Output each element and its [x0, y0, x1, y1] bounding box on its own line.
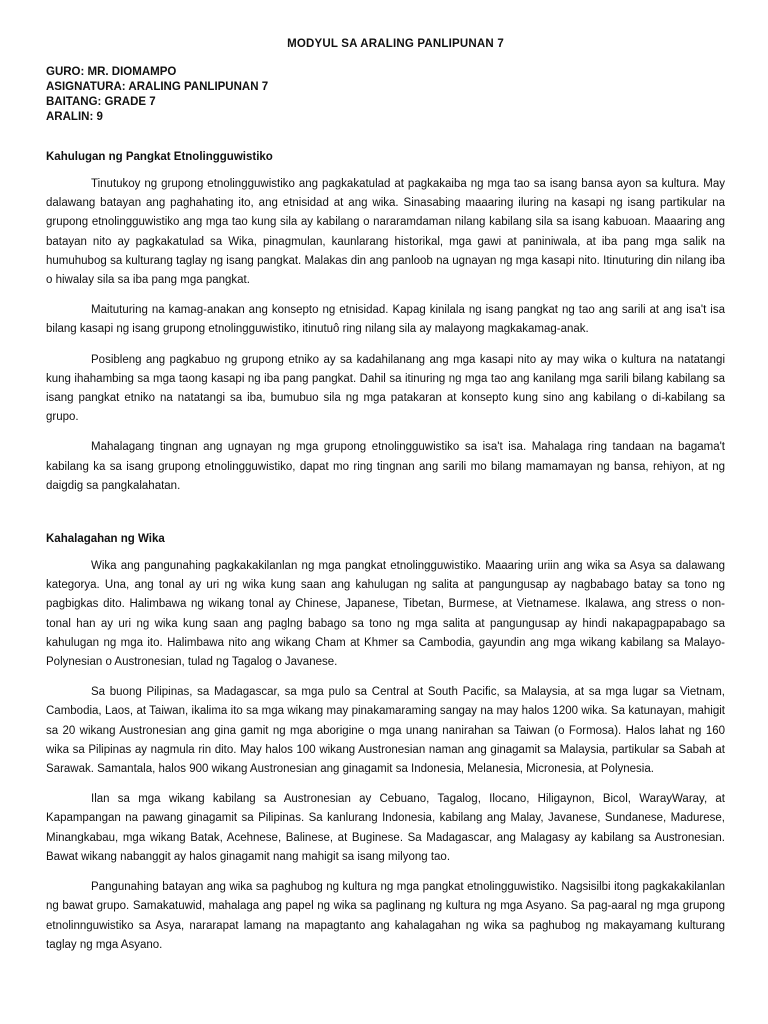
section-kahulugan: [46, 151, 725, 496]
paragraph: Pangunahing batayan ang wika sa paghubog ng kultura ng mga pangkat etnolingguwistiko. Nagsisilbi itong pagkakakilanlan ng bawat grupo. Samakatuwid, mahalaga ang papel ng wika sa paglinang ng kultura ng mga Asyano. Sa pag-aaral ng mga grupong etnolinnguwistiko sa Asya, nararapat lamang na mapagtanto ang kahalagahan ng wika sa paghubog ng makayamang kulturang taglay ng mga Asyano.: [46, 881, 725, 951]
paragraph: Maituturing na kamag-anakan ang konsepto ng etnisidad. Kapag kinilala ng isang pangkat ng tao ang sarili at ang isa't isa bilang kasapi ng isang grupong etnolingguwistiko, itinutuô ring nilang sila ay malayong magkakamag-anak.: [46, 304, 725, 336]
section-heading: Kahalagahan ng Wika: [46, 533, 165, 546]
paragraph: Ilan sa mga wikang kabilang sa Austronesian ay Cebuano, Tagalog, Ilocano, Hiligaynon, Bicol, WarayWaray, at Kapampangan na pawang ginagamit sa Pilipinas. Sa kanlurang Indonesia, kabilang ang Malay, Javanese, Sundanese, Madurese, Minangkabau, mga wikang Batak, Acehnese, Balinese, at Buginese. Sa Madagascar, ang Malagasy ay kabilang sa Austronesian. Bawat wikang nabanggit ay halos ginagamit nang mahigit sa isang milyong tao.: [46, 793, 725, 863]
paragraph: Wika ang pangunahing pagkakakilanlan ng mga pangkat etnolingguwistiko. Maaaring uriin ang wika sa Asya sa dalawang kategorya. Una, ang tonal ay uri ng wika kung saan ang kahulugan ng salita at pangungusap ay nagbabago batay sa tono ng pagbigkas dito. Halimbawa ng wikang tonal ay Chinese, Japanese, Tibetan, Burmese, at Vietnamese. Ikalawa, ang stress o non-tonal han ay uri ng wika kung saan ang paglng babago sa tono ng mga salita at pangungusap ay hindi nakapagpapabago sa kahulugan ng mga ito. Halimbawa nito ang wikang Cham at Khmer sa Cambodia, gayundin ang mga wikang kabilang sa Malayo-Polynesian o Austronesian, tulad ng Tagalog o Javanese.: [46, 560, 725, 669]
document-meta: [46, 65, 725, 125]
meta-grade: BAITANG: GRADE 7: [46, 96, 156, 108]
paragraph: Tinutukoy ng grupong etnolingguwistiko ang pagkakatulad at pagkakaiba ng mga tao sa isang bansa ayon sa kultura. May dalawang batayan ang paghahating ito, ang etnisidad at ang wika. Sinasabing maaaring iluring na kasapi ng isang partikular na grupong etnolingguwistiko ang mga tao kung sila ay kabilang o nararamdaman nilang kabilang sila sa isang kabuoan. Maaaring ang batayan nito ay pagkakatulad sa Wika, pinagmulan, kaunlarang historikal, mga gawi at paniniwala, at iba pang mga salik na humuhubog sa kulturang taglay ng isang pangkat. Malakas din ang panloob na ugnayan ng mga kasapi nito. Itinuturing din nilang iba o hiwalay sila sa iba pang mga pangkat.: [46, 178, 725, 287]
paragraph: Mahalagang tingnan ang ugnayan ng mga grupong etnolingguwistiko sa isa't isa. Mahalaga ring tandaan na bagama't kabilang ka sa isang grupong etnolingguwistiko, dapat mo ring tingnan ang sarili mo bilang mamamayan ng bansa, rehiyon, at ng daigdig sa pangkalahatan.: [46, 441, 725, 492]
document-title: MODYUL SA ARALING PANLIPUNAN 7: [287, 38, 504, 50]
section-kahalagahan: [46, 533, 725, 955]
meta-lesson: ARALIN: 9: [46, 111, 103, 123]
meta-subject: ASIGNATURA: ARALING PANLIPUNAN 7: [46, 81, 269, 93]
section-heading: Kahulugan ng Pangkat Etnolingguwistiko: [46, 151, 273, 163]
meta-teacher: GURO: MR. DIOMAMPO: [46, 66, 177, 78]
section-spacer: [46, 507, 725, 533]
paragraph: Sa buong Pilipinas, sa Madagascar, sa mga pulo sa Central at South Pacific, sa Malaysia, at sa mga lugar sa Vietnam, Cambodia, Laos, at Taiwan, ikalima ito sa mga wikang may pinakamaraming sangay na may halos 1200 wika. Sa katunayan, mahigit sa 20 wikang Austronesian ang gina gamit ng mga aborigine o mga unang nanirahan sa Taiwan (o Formosa). Halos lahat ng 160 wika sa Pilipinas ay nagmula rin dito. May halos 100 wikang Austronesian naman ang ginagamit sa Malaysia, partikular sa Sabah at Sarawak. Samantala, halos 900 wikang Austronesian ang ginagamit sa Indonesia, Melanesia, Micronesia, at Polynesia.: [46, 686, 725, 776]
paragraph: Posibleng ang pagkabuo ng grupong etniko ay sa kadahilanang ang mga kasapi nito ay may wika o kultura na natatangi kung ihahambing sa mga taong kasapi ng iba pang pangkat. Dahil sa itinuring ng mga tao ang kanilang mga sarili bilang kabilang sa isang pangkat etniko na natatangi sa iba, bumubuo sila ng mga patakaran at konsepto kung sino ang kabilang o di-kabilang sa grupo.: [46, 353, 725, 424]
